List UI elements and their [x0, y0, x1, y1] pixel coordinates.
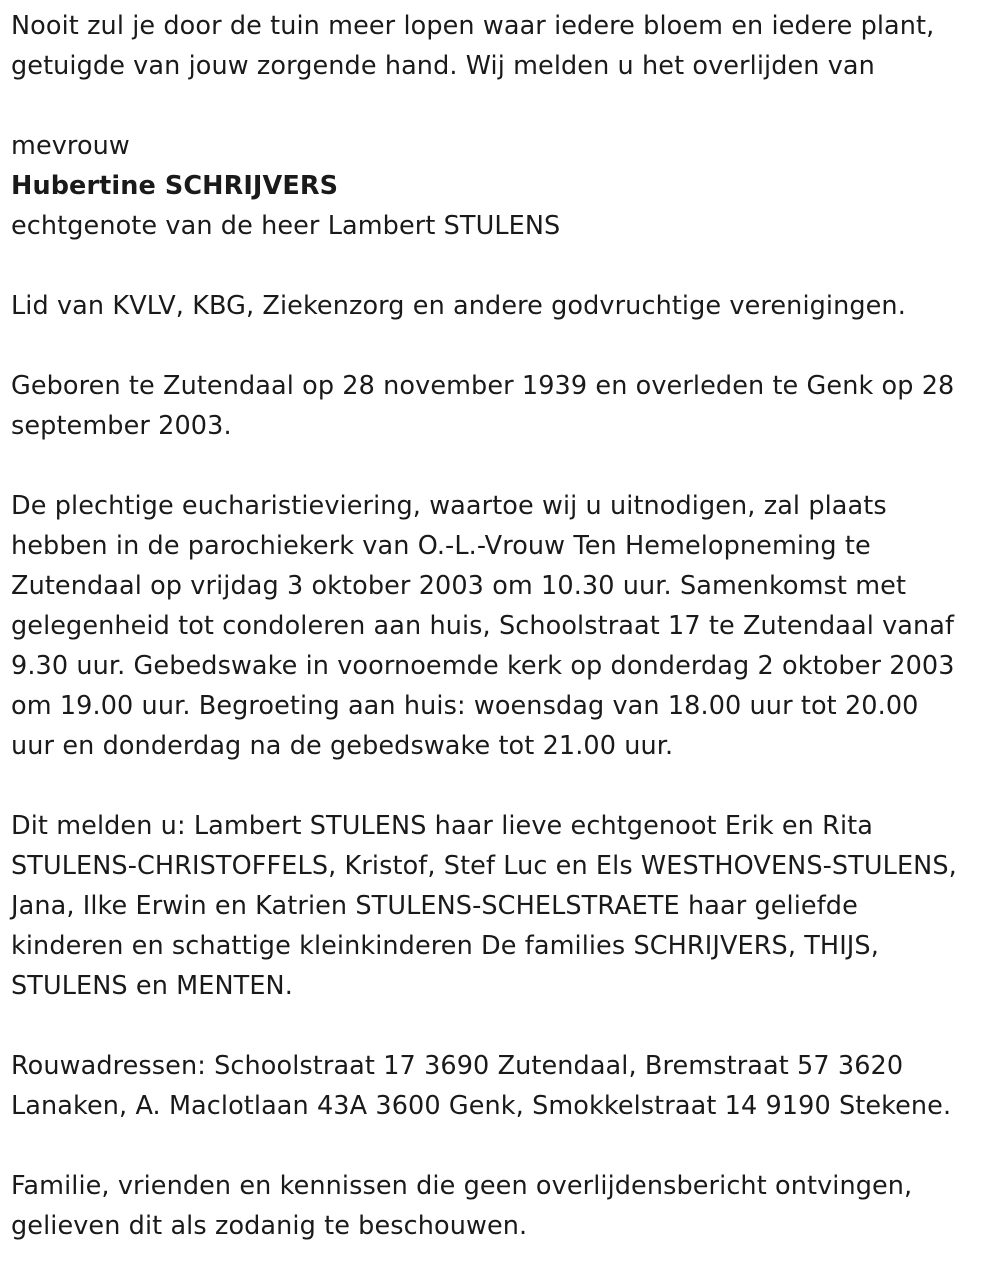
ceremony-line: uur en donderdag na de gebedswake tot 21.00 uur. — [11, 731, 674, 761]
spouse-line: echtgenote van de heer Lambert STULENS — [11, 211, 561, 241]
closing-line: Familie, vrienden en kennissen die geen overlijdensbericht ontvingen, — [11, 1171, 913, 1201]
family-line: STULENS-CHRISTOFFELS, Kristof, Stef Luc en Els WESTHOVENS-STULENS, — [11, 851, 957, 881]
ceremony-line: om 19.00 uur. Begroeting aan huis: woensdag van 18.00 uur tot 20.00 — [11, 691, 919, 721]
spacer — [11, 1006, 990, 1046]
ceremony-line: Zutendaal op vrijdag 3 oktober 2003 om 10.30 uur. Samenkomst met — [11, 571, 907, 601]
birth-death-line: Geboren te Zutendaal op 28 november 1939 en overleden te Genk op 28 — [11, 371, 955, 401]
closing-line: gelieven dit als zodanig te beschouwen. — [11, 1211, 528, 1241]
intro-line: getuigde van jouw zorgende hand. Wij melden u het overlijden van — [11, 51, 875, 81]
spacer — [11, 766, 990, 806]
ceremony-line: gelegenheid tot condoleren aan huis, Schoolstraat 17 te Zutendaal vanaf — [11, 611, 955, 641]
family-line: Jana, Ilke Erwin en Katrien STULENS-SCHELSTRAETE haar geliefde — [11, 891, 858, 921]
spacer — [11, 326, 990, 366]
spacer — [11, 446, 990, 486]
honorific: mevrouw — [11, 131, 130, 161]
intro-paragraph — [11, 6, 990, 86]
family-line: Dit melden u: Lambert STULENS haar lieve echtgenoot Erik en Rita — [11, 811, 873, 841]
address-line: Rouwadressen: Schoolstraat 17 3690 Zutendaal, Bremstraat 57 3620 — [11, 1051, 904, 1081]
intro-line: Nooit zul je door de tuin meer lopen waar iedere bloem en iedere plant, — [11, 11, 935, 41]
spacer — [11, 246, 990, 286]
birth-death-paragraph — [11, 366, 990, 446]
ceremony-line: 9.30 uur. Gebedswake in voornoemde kerk op donderdag 2 oktober 2003 — [11, 651, 955, 681]
membership-line: Lid van KVLV, KBG, Ziekenzorg en andere godvruchtige verenigingen. — [11, 291, 906, 321]
closing-paragraph — [11, 1166, 990, 1246]
ceremony-paragraph — [11, 486, 990, 766]
address-line: Lanaken, A. Maclotlaan 43A 3600 Genk, Smokkelstraat 14 9190 Stekene. — [11, 1091, 952, 1121]
deceased-name: Hubertine SCHRIJVERS — [11, 171, 339, 201]
spacer — [11, 1126, 990, 1166]
spacer — [11, 86, 990, 126]
birth-death-line: september 2003. — [11, 411, 232, 441]
family-line: STULENS en MENTEN. — [11, 971, 293, 1001]
addresses-paragraph — [11, 1046, 990, 1126]
family-paragraph — [11, 806, 990, 1006]
ceremony-line: hebben in de parochiekerk van O.-L.-Vrouw Ten Hemelopneming te — [11, 531, 871, 561]
ceremony-line: De plechtige eucharistieviering, waartoe wij u uitnodigen, zal plaats — [11, 491, 887, 521]
family-line: kinderen en schattige kleinkinderen De families SCHRIJVERS, THIJS, — [11, 931, 879, 961]
